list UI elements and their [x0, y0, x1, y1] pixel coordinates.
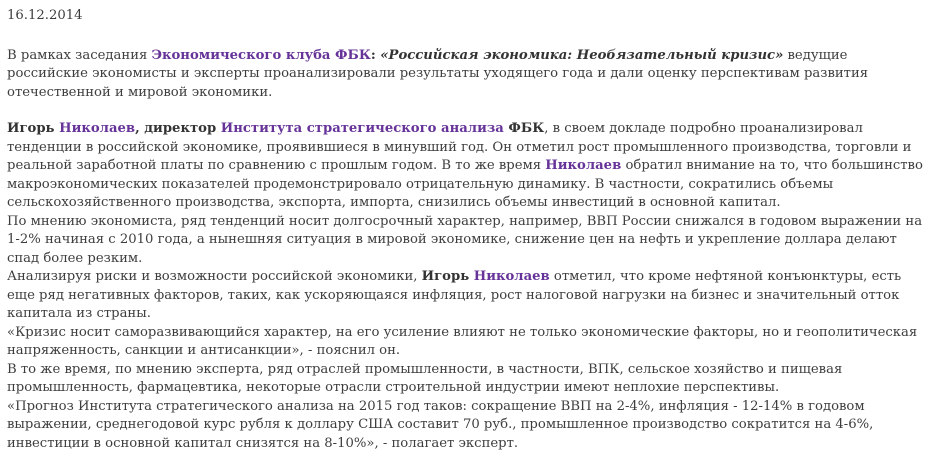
- text-run: , в своем докладе подробно проанализировал тенденции в российской экономике, проявившиеся в минувший год. Он отметил рост промышленного производства, торговли и реальной заработной платы по сравнению с прошлым годом. В то же время: [7, 121, 912, 173]
- text-run: директор: [144, 121, 221, 136]
- paragraph-industries-outlook: [7, 361, 928, 398]
- text-run: По мнению экономиста, ряд тенденций носит долгосрочный характер, например, ВВП России снижался в годовом выражении на 1-2% начиная с 2010 года, а нынешняя ситуация в мировой экономике, снижение цен на нефть и укрепление доллара делают спад более резким.: [7, 213, 923, 266]
- text-run: ФБК: [503, 121, 545, 136]
- institute-strategic-analysis-link[interactable]: Института стратегического анализа: [220, 121, 504, 136]
- text-run: :: [370, 47, 381, 63]
- text-run: обратил внимание на то, что большинство макроэкономических показателей продемонстрировало отрицательную динамику. В частности, сократились объемы сельскохозяйственного производства, экспорта, импорта, снизились объемы инвестиций в основной капитал.: [7, 158, 923, 210]
- paragraph-risks: [7, 268, 928, 324]
- paragraph-nikolaev-report: [7, 120, 928, 213]
- text-run: Игорь: [7, 121, 60, 136]
- text-run: Игорь: [421, 269, 474, 284]
- text-run: «Кризис носит саморазвивающийся характер, на его усиление влияют не только экономические факторы, но и геополитическая напряженность, санкции и антисанкции», - пояснил он.: [7, 324, 918, 358]
- article-body: [7, 47, 928, 453]
- text-run: отметил, что кроме нефтяной конъюнктуры, есть еще ряд негативных факторов, таких, как ускоряющаяся инфляция, рост налоговой нагрузки на бизнес и значительный отток капитала из страны.: [7, 269, 902, 321]
- paragraph-intro: [7, 47, 928, 103]
- paragraph-crisis-quote: [7, 324, 928, 361]
- text-run: «Прогноз Института стратегического анализа на 2015 год таков: сокращение ВВП на 2-4%, инфляция - 12-14% в годовом выражении, среднегодовой курс рубля к доллару США составит 70 руб., промышленное производство сократится на 4-6%, инвестиции в основной капитал снизятся на 8-10%», - полагает эксперт.: [7, 398, 874, 451]
- nikolaev-link[interactable]: Николаев: [545, 158, 622, 173]
- paragraph-forecast-2015: [7, 398, 928, 453]
- economic-club-fbk-link[interactable]: Экономического клуба ФБК: [151, 47, 371, 63]
- paragraph-long-term-trends: [7, 213, 928, 269]
- text-run: В рамках заседания: [7, 47, 152, 63]
- text-run: Анализируя риски и возможности российской экономики,: [7, 269, 422, 284]
- article-date: 16.12.2014: [7, 8, 83, 23]
- nikolaev-link[interactable]: Николаев: [59, 121, 136, 136]
- nikolaev-link[interactable]: Николаев: [473, 269, 550, 284]
- text-run: ,: [135, 121, 145, 136]
- text-run: В то же время, по мнению эксперта, ряд отраслей промышленности, в частности, ВПК, сельское хозяйство и пищевая промышленность, фармацевтика, некоторые отрасли строительной индустрии имеют неплохие перспективы.: [7, 361, 843, 395]
- text-run: ведущие российские экономисты и эксперты проанализировали результаты уходящего года и дали оценку перспективам развития отечественной и мировой экономики.: [7, 47, 869, 100]
- text-run: «Российская экономика: Необязательный кризис»: [380, 47, 784, 63]
